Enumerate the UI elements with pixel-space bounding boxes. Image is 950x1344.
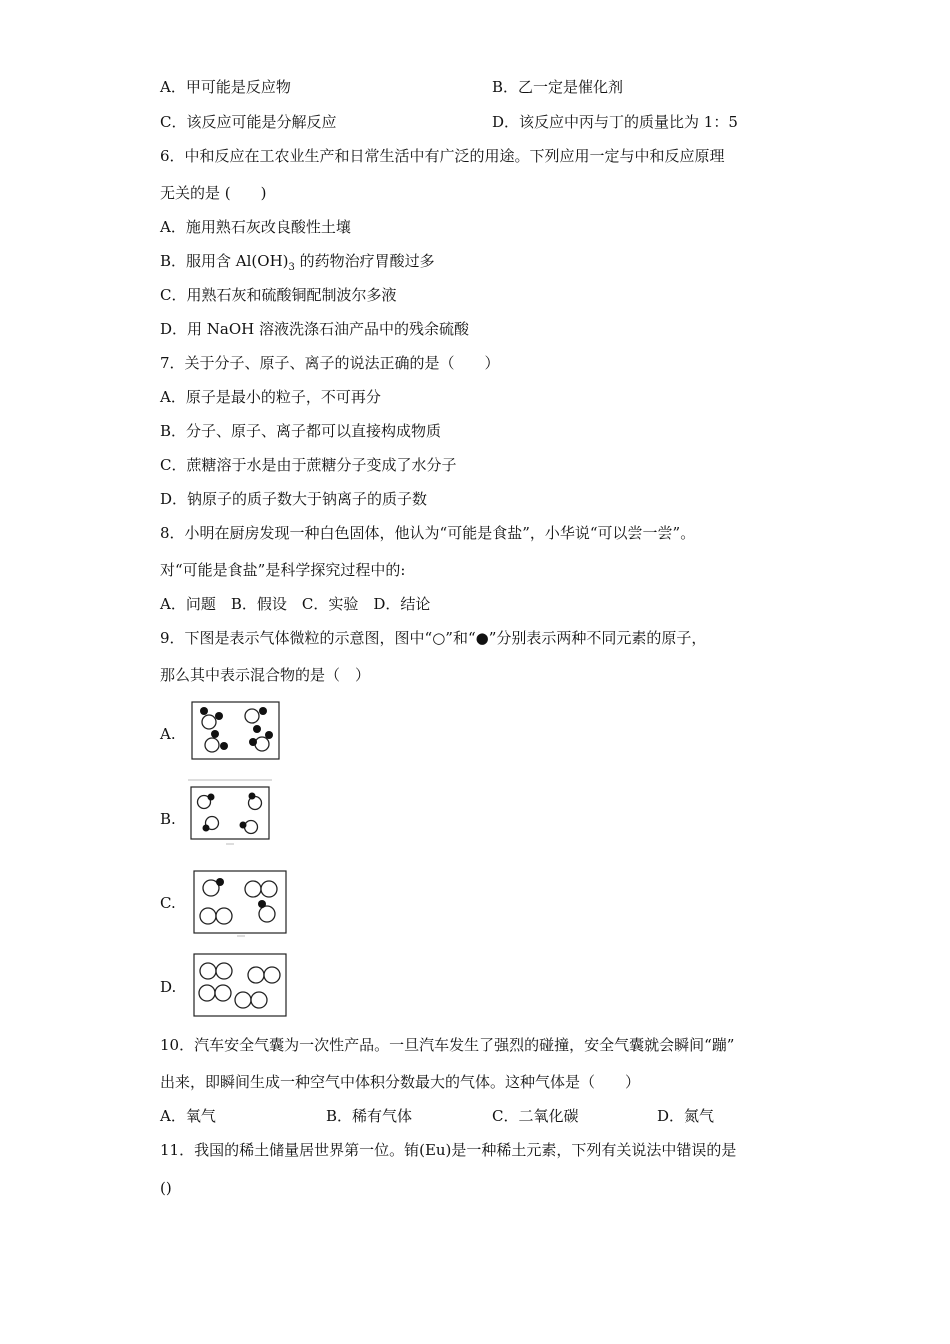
q9-figure-d <box>193 953 289 1019</box>
q7-option-c: C．蔗糖溶于水是由于蔗糖分子变成了水分子 <box>160 456 457 474</box>
q5-option-a: A．甲可能是反应物 <box>160 78 291 96</box>
q7-option-b: B．分子、原子、离子都可以直接构成物质 <box>160 422 442 440</box>
q9-label-b: B. <box>160 810 176 828</box>
q6-stem-line1: 6．中和反应在工农业生产和日常生活中有广泛的用途。下列应用一定与中和反应原理 <box>160 147 725 165</box>
q10-option-c: C．二氧化碳 <box>492 1107 579 1125</box>
q9-figure-b <box>188 778 274 846</box>
q8-stem-line2: 对“可能是食盐”是科学探究过程中的: <box>160 561 406 579</box>
q9-figure-c <box>193 870 289 938</box>
q9-label-c: C. <box>160 894 176 912</box>
q9-stem-line1: 9．下图是表示气体微粒的示意图，图中“○”和“●”分别表示两种不同元素的原子， <box>160 629 707 647</box>
q8-options: A．问题 B．假设 C．实验 D．结论 <box>160 595 431 613</box>
q6-option-d: D．用 NaOH 溶液洗涤石油产品中的残余硫酸 <box>160 320 470 338</box>
q10-option-a: A．氧气 <box>160 1107 216 1125</box>
q6-option-b-post: 的药物治疗胃酸过多 <box>294 252 435 270</box>
q6-option-c: C．用熟石灰和硫酸铜配制波尔多液 <box>160 286 397 304</box>
q8-stem-line1: 8．小明在厨房发现一种白色固体，他认为“可能是食盐”，小华说“可以尝一尝”。 <box>160 524 696 542</box>
q6-option-b-subscript: 3 <box>288 262 295 273</box>
q7-stem: 7．关于分子、原子、离子的说法正确的是（ ） <box>160 354 500 372</box>
q9-figure-a <box>191 700 281 762</box>
q11-stem-line1: 11．我国的稀土储量居世界第一位。铕(Eu)是一种稀土元素，下列有关说法中错误的是 <box>160 1141 737 1159</box>
q5-option-c: C．该反应可能是分解反应 <box>160 113 337 131</box>
q10-option-b: B．稀有气体 <box>326 1107 413 1125</box>
q5-option-d: D．该反应中丙与丁的质量比为 1：5 <box>492 113 738 131</box>
q9-label-d: D. <box>160 978 177 996</box>
q6-option-b-pre: B．服用含 Al(OH) <box>160 252 289 270</box>
q5-option-b: B．乙一定是催化剂 <box>492 78 624 96</box>
q6-stem-line2: 无关的是 ( ) <box>160 184 267 202</box>
q10-stem-line1: 10．汽车安全气囊为一次性产品。一旦汽车发生了强烈的碰撞，安全气囊就会瞬间“蹦” <box>160 1036 735 1054</box>
q6-option-b <box>160 251 435 278</box>
q10-stem-line2: 出来，即瞬间生成一种空气中体积分数最大的气体。这种气体是（ ） <box>160 1073 641 1091</box>
q9-stem-line2: 那么其中表示混合物的是（ ） <box>160 666 371 684</box>
q7-option-d: D．钠原子的质子数大于钠离子的质子数 <box>160 490 428 508</box>
q10-option-d: D．氮气 <box>657 1107 715 1125</box>
q9-label-a: A. <box>160 725 176 743</box>
q11-stem-line2: () <box>160 1179 172 1197</box>
q6-option-a: A．施用熟石灰改良酸性土壤 <box>160 218 351 236</box>
q7-option-a: A．原子是最小的粒子，不可再分 <box>160 388 381 406</box>
